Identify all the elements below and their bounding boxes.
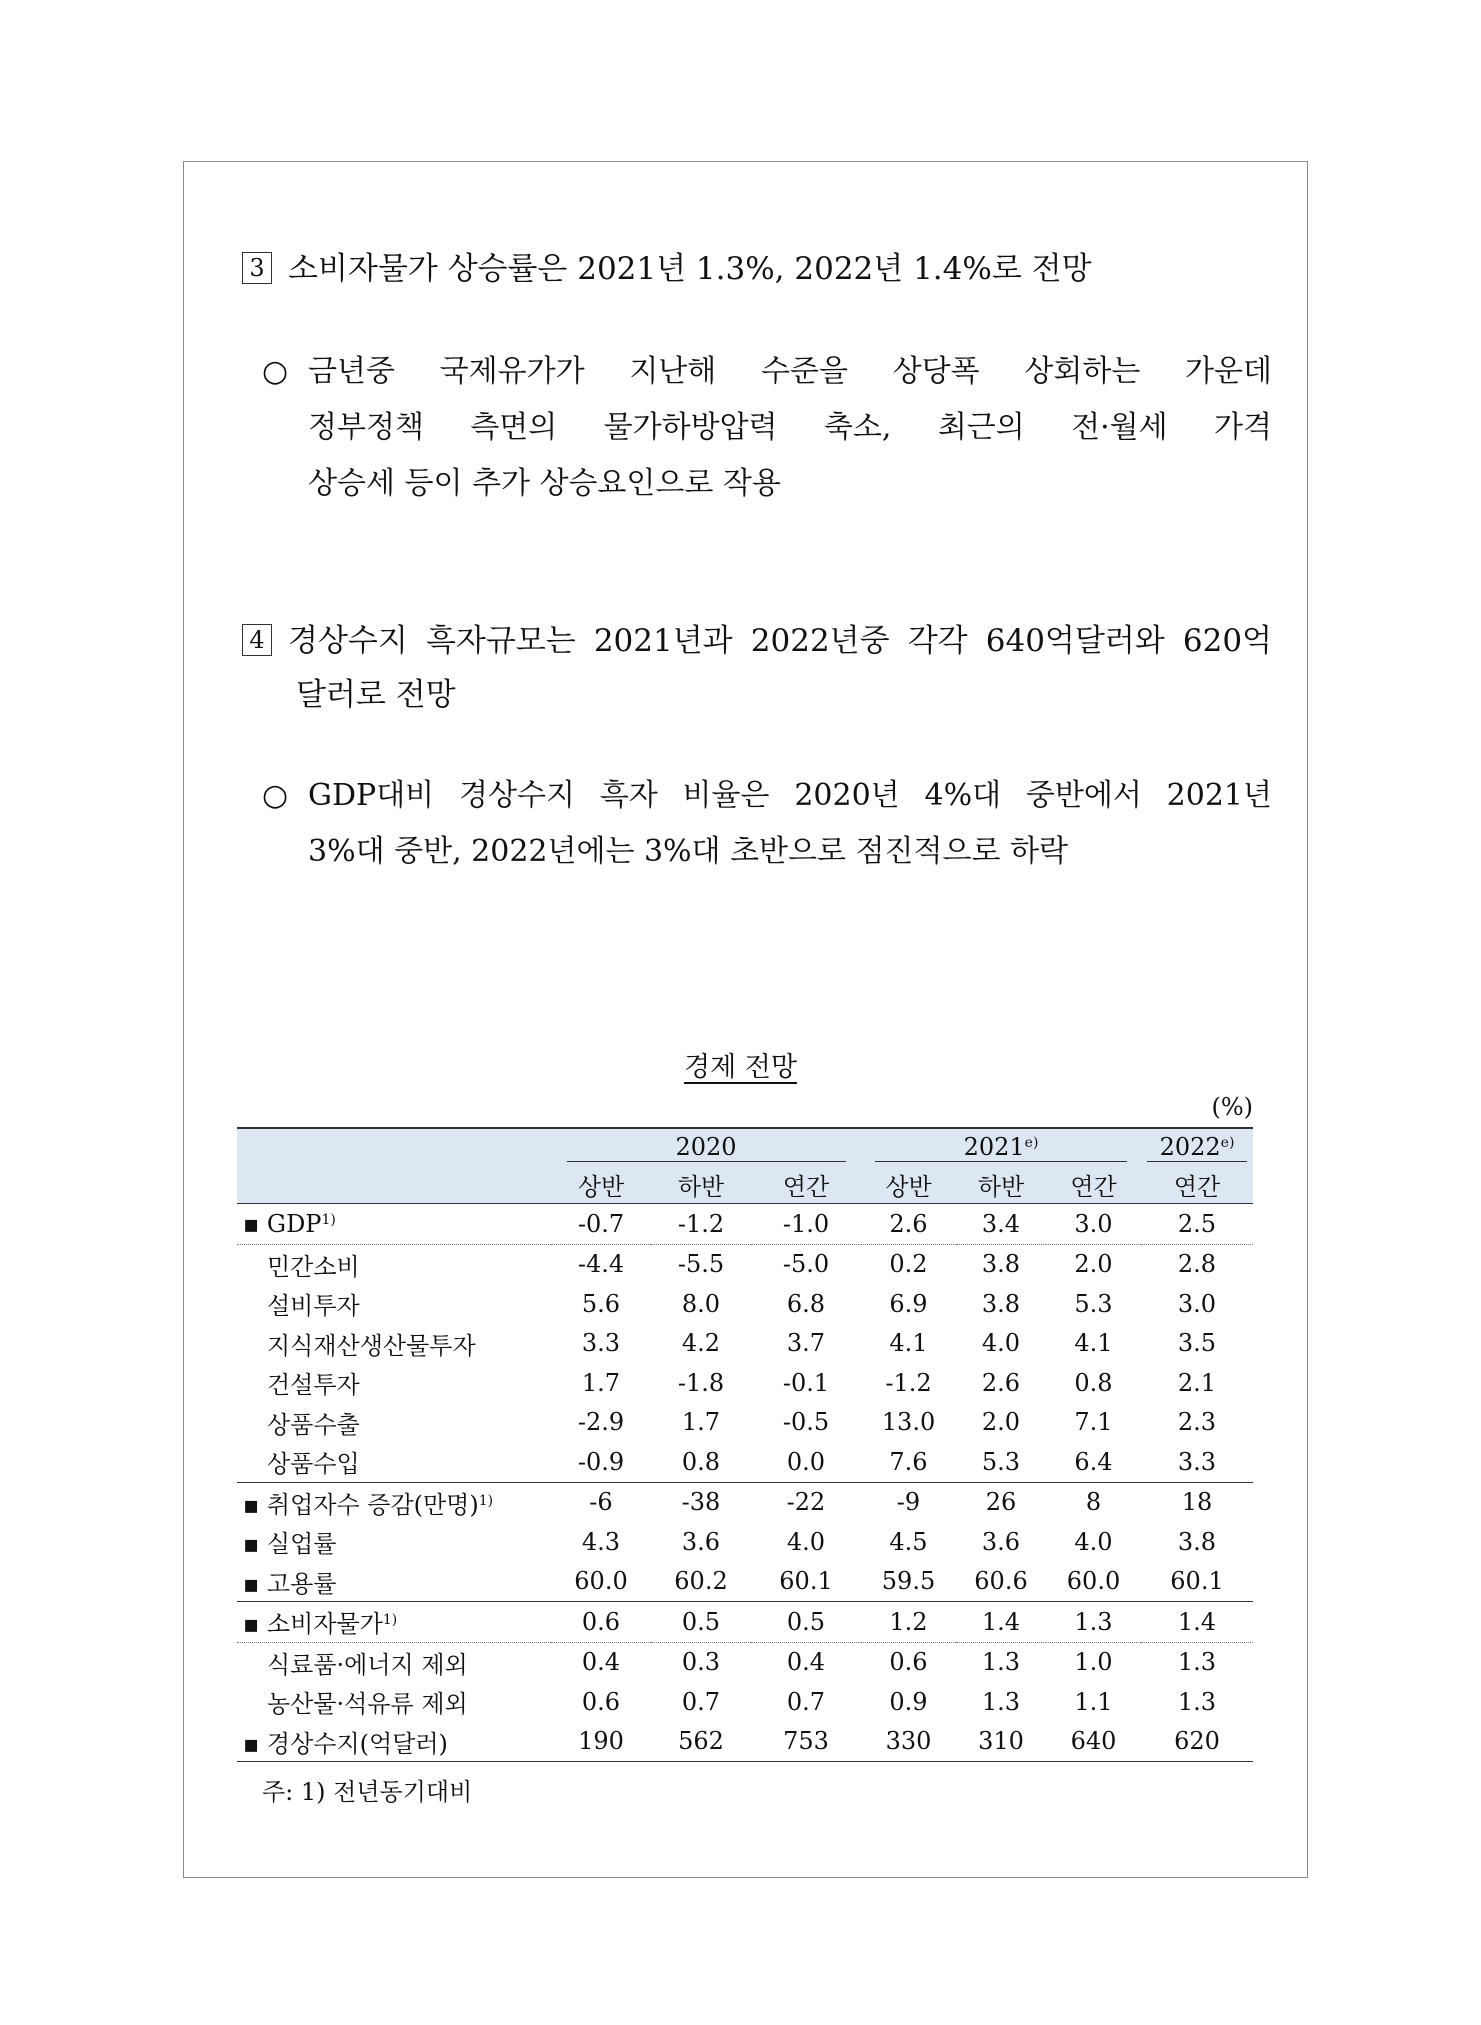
bullet-line: 상승세 등이 추가 상승요인으로 작용 [308, 466, 781, 501]
table-cell: 0.4 [581, 1648, 621, 1677]
table-cell: 1.1 [1074, 1687, 1113, 1716]
table-cell: -0.7 [551, 1204, 651, 1245]
table-cell: 1.3 [981, 1648, 1021, 1677]
table-cell: 60.1 [751, 1562, 861, 1602]
table-cell: 0.0 [751, 1442, 861, 1482]
table-cell: 2.0 [981, 1408, 1021, 1437]
table-cell: 190 [551, 1722, 651, 1762]
bullet-line: 정부정책 측면의 물가하방압력 축소, 최근의 전·월세 가격 [308, 410, 1272, 445]
row-label: 민간소비 [267, 1252, 360, 1281]
header-empty [237, 1128, 551, 1165]
table-cell: 4.5 [889, 1527, 928, 1556]
row-label: ▪ GDP$^{1)}$ [237, 1204, 551, 1245]
table-cell: 0.6 [551, 1602, 651, 1643]
table-cell: 2.6 [861, 1204, 956, 1245]
table-cell: 1.3 [1177, 1648, 1217, 1677]
table-cell: 3.6 [681, 1527, 721, 1556]
table-row [237, 1682, 1253, 1722]
table-cell: 60.0 [1046, 1562, 1141, 1602]
table-cell: 0.7 [681, 1687, 721, 1716]
table-cell: -38 [681, 1488, 721, 1517]
table-cell: 13.0 [881, 1408, 936, 1437]
table-cell: 8.0 [681, 1289, 721, 1318]
bullet-mark: ○ [262, 354, 289, 389]
table-cell: 5.6 [581, 1289, 621, 1318]
table-cell: -1.2 [651, 1204, 751, 1245]
table-cell: 0.2 [889, 1250, 928, 1279]
section-heading-continuation: 달러로 전망 [296, 677, 456, 713]
table-cell: 60.0 [551, 1562, 651, 1602]
table-cell: 7.6 [861, 1442, 956, 1482]
table-row [237, 1482, 1253, 1522]
table-cell: 4.1 [889, 1329, 928, 1358]
table-cell: 0.4 [786, 1648, 826, 1677]
table-row [237, 1284, 1253, 1324]
table-row [237, 1403, 1253, 1443]
table-cell: -0.5 [782, 1408, 830, 1437]
header-year: 2021$^{e)}$ [861, 1128, 1141, 1165]
header-year: 2020 [551, 1128, 861, 1165]
section-3-bullet [262, 344, 1272, 512]
table-cell: 562 [651, 1722, 751, 1762]
table-row [237, 1324, 1253, 1364]
row-label: 식료품·에너지 제외 [267, 1650, 468, 1679]
row-label: ▪ 실업률 [243, 1530, 337, 1559]
table-cell: -4.4 [577, 1250, 625, 1279]
table-cell: 1.3 [1177, 1687, 1217, 1716]
table-cell: -22 [786, 1488, 826, 1517]
table-row [237, 1363, 1253, 1403]
table-cell: 2.6 [981, 1368, 1021, 1397]
table-cell: 5.3 [1074, 1289, 1113, 1318]
table-cell: 640 [1046, 1722, 1141, 1762]
table-header-periods [237, 1165, 1253, 1204]
economic-outlook-table [237, 1127, 1253, 1762]
table-cell: 3.3 [581, 1329, 621, 1358]
bullet-line: 금년중 국제유가가 지난해 수준을 상당폭 상회하는 가운데 [308, 354, 1272, 389]
bullet-line: GDP대비 경상수지 흑자 비율은 2020년 4%대 중반에서 2021년 [308, 778, 1272, 813]
table-cell: 0.6 [581, 1687, 621, 1716]
table-cell: 753 [751, 1722, 861, 1762]
table-row [237, 1722, 1253, 1762]
table-row [237, 1204, 1253, 1245]
table-cell: 3.8 [981, 1289, 1021, 1318]
section-number-box: 4 [242, 624, 272, 656]
table-cell: 4.2 [681, 1329, 721, 1358]
table-cell: 1.3 [1046, 1602, 1141, 1643]
row-label: ▪ 경상수지(억달러) [237, 1722, 551, 1762]
row-label: 상품수입 [237, 1442, 551, 1482]
table-cell: 7.1 [1074, 1408, 1113, 1437]
table-row [237, 1244, 1253, 1284]
table-unit: (%) [1211, 1093, 1253, 1121]
table-cell: 6.9 [889, 1289, 928, 1318]
table-cell: -0.9 [551, 1442, 651, 1482]
header-period: 하반 [956, 1165, 1046, 1204]
row-label: ▪ 취업자수 증감(만명)$^{1)}$ [243, 1490, 494, 1519]
table-cell: 0.9 [889, 1687, 928, 1716]
table-cell: 2.5 [1141, 1204, 1253, 1245]
header-period: 연간 [1141, 1165, 1253, 1204]
table-cell: 3.6 [981, 1527, 1021, 1556]
table-footnote: 주: 1) 전년동기대비 [262, 1778, 473, 1806]
table-cell: -1.0 [751, 1204, 861, 1245]
header-period: 상반 [861, 1165, 956, 1204]
row-label: 상품수출 [267, 1410, 360, 1439]
table-cell: 18 [1181, 1488, 1213, 1517]
table-cell: 2.8 [1177, 1250, 1217, 1279]
row-label: 설비투자 [267, 1292, 360, 1321]
table-row [237, 1442, 1253, 1482]
table-cell: -6 [589, 1488, 613, 1517]
header-period: 연간 [751, 1165, 861, 1204]
table-cell: 0.6 [889, 1648, 928, 1677]
table-cell: 60.1 [1141, 1562, 1253, 1602]
table-cell: 6.4 [1046, 1442, 1141, 1482]
table-cell: 3.0 [1046, 1204, 1141, 1245]
table-cell: 2.1 [1177, 1368, 1217, 1397]
table-cell: 0.5 [751, 1602, 861, 1643]
table-header-years [237, 1128, 1253, 1165]
table-cell: 0.7 [786, 1687, 826, 1716]
table-cell: 0.5 [651, 1602, 751, 1643]
table-row [237, 1562, 1253, 1602]
table-cell: 3.8 [1177, 1527, 1217, 1556]
table-cell: -5.5 [677, 1250, 725, 1279]
table-cell: -1.8 [677, 1368, 725, 1397]
table-cell: 4.3 [581, 1527, 621, 1556]
table-cell: 3.3 [1141, 1442, 1253, 1482]
header-period: 연간 [1046, 1165, 1141, 1204]
table-cell: 60.6 [956, 1562, 1046, 1602]
section-3-heading [242, 248, 1092, 290]
table-cell: 1.7 [581, 1368, 621, 1397]
header-period: 하반 [651, 1165, 751, 1204]
section-number-box: 3 [242, 252, 272, 284]
section-heading-text: 경상수지 흑자규모는 2021년과 2022년중 각각 640억달러와 620억 [288, 623, 1272, 659]
header-empty [237, 1165, 551, 1204]
bullet-line: 3%대 중반, 2022년에는 3%대 초반으로 점진적으로 하락 [308, 834, 1068, 869]
table-cell: 1.4 [956, 1602, 1046, 1643]
row-label: 지식재산생산물투자 [267, 1331, 476, 1360]
table-cell: -5.0 [782, 1250, 830, 1279]
table-cell: 26 [985, 1488, 1017, 1517]
table-cell: 8 [1085, 1488, 1102, 1517]
table-cell: 0.3 [681, 1648, 721, 1677]
table-cell: 4.1 [1074, 1329, 1113, 1358]
table-row [237, 1522, 1253, 1562]
table-cell: -0.1 [782, 1368, 830, 1397]
table-cell: 1.0 [1074, 1648, 1113, 1677]
table-cell: 0.8 [1074, 1368, 1113, 1397]
table-cell: 3.0 [1177, 1289, 1217, 1318]
table-cell: 310 [956, 1722, 1046, 1762]
row-label: 건설투자 [267, 1371, 360, 1400]
bullet-mark: ○ [262, 778, 289, 813]
table-cell: 330 [861, 1722, 956, 1762]
table-cell: 0.8 [651, 1442, 751, 1482]
table-cell: 620 [1141, 1722, 1253, 1762]
table-cell: 1.2 [861, 1602, 956, 1643]
table-cell: 3.7 [786, 1329, 826, 1358]
section-4-heading [242, 620, 1272, 716]
table-cell: 3.5 [1177, 1329, 1217, 1358]
table-title: 경제 전망 [684, 1052, 797, 1083]
table-cell: 4.0 [981, 1329, 1021, 1358]
table-cell: 4.0 [1074, 1527, 1113, 1556]
table-cell: 59.5 [861, 1562, 956, 1602]
header-year: 2022$^{e)}$ [1141, 1128, 1253, 1165]
table-cell: 3.4 [956, 1204, 1046, 1245]
table-cell: -2.9 [577, 1408, 625, 1437]
table-row [237, 1642, 1253, 1682]
section-4-bullet [262, 768, 1272, 880]
table-cell: -1.2 [885, 1368, 932, 1397]
table-cell: 60.2 [651, 1562, 751, 1602]
section-heading-text: 소비자물가 상승률은 2021년 1.3%, 2022년 1.4%로 전망 [288, 251, 1092, 287]
table-row [237, 1602, 1253, 1643]
table-cell: 5.3 [956, 1442, 1046, 1482]
table-cell: -9 [896, 1488, 921, 1517]
row-label: ▪ 소비자물가$^{1)}$ [237, 1602, 551, 1643]
row-label: ▪ 고용률 [237, 1562, 551, 1602]
table-cell: 1.4 [1141, 1602, 1253, 1643]
table-cell: 4.0 [786, 1527, 826, 1556]
header-period: 상반 [551, 1165, 651, 1204]
row-label: 농산물·석유류 제외 [267, 1690, 468, 1719]
table-cell: 2.0 [1074, 1250, 1113, 1279]
table-cell: 3.8 [981, 1250, 1021, 1279]
table-cell: 6.8 [786, 1289, 826, 1318]
table-cell: 2.3 [1177, 1408, 1217, 1437]
table-cell: 1.7 [681, 1408, 721, 1437]
table-cell: 1.3 [981, 1687, 1021, 1716]
